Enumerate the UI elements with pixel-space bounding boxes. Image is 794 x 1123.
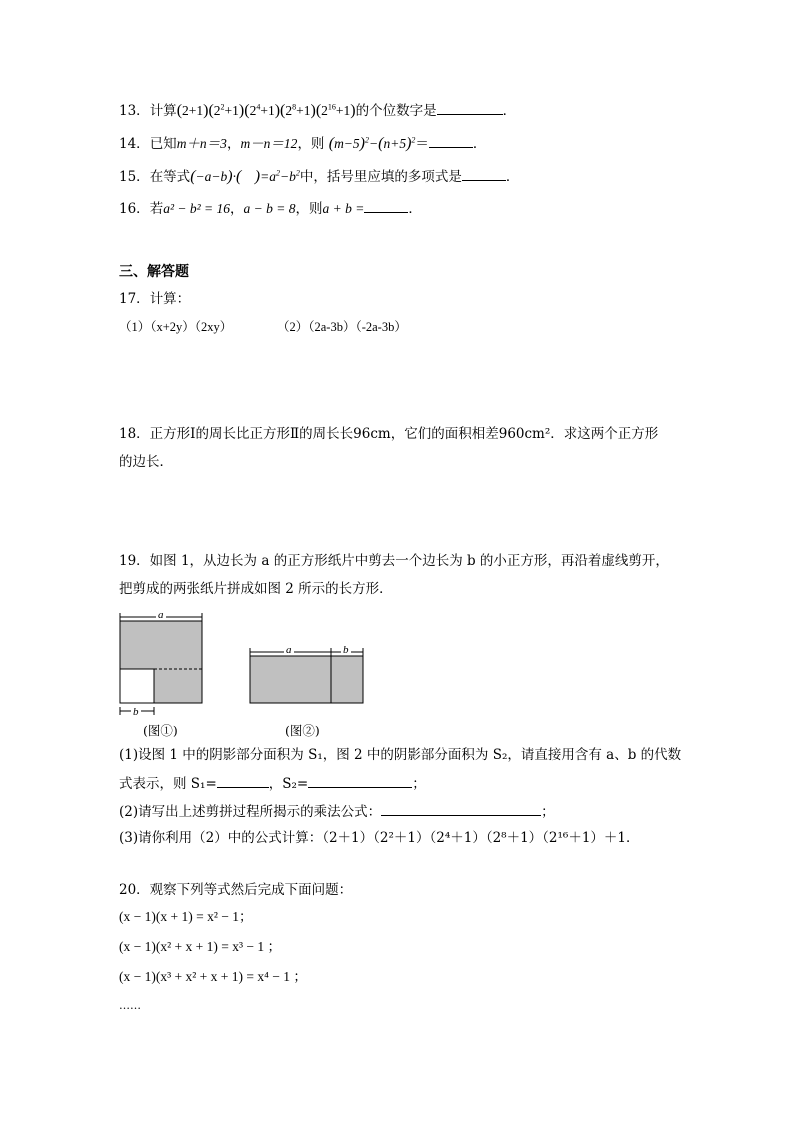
condition: m－n＝12 — [240, 136, 298, 151]
question-number: 13． — [119, 103, 150, 119]
q19-part-2 — [119, 802, 555, 821]
ellipsis: …… — [119, 999, 141, 1012]
question-18-line-1: 18．正方形Ⅰ的周长比正方形Ⅱ的周长长96cm，它们的面积相差960cm²．求这两个正方形 — [119, 426, 659, 442]
question-number: 14． — [119, 136, 150, 152]
text: 式表示，则 S₁= — [119, 776, 217, 792]
answer-blank-s2[interactable] — [308, 774, 412, 788]
question-text: 在等式 — [149, 169, 191, 185]
text: ，S₂= — [268, 776, 309, 792]
math-expression: a + b = — [322, 201, 365, 216]
question-17 — [119, 290, 190, 308]
shaded-rectangle — [250, 656, 363, 703]
text: ； — [541, 804, 555, 820]
question-number: 17． — [119, 291, 150, 307]
q19-part-3: (3)请你利用（2）中的公式计算：（2＋1）（2²＋1）（2⁴＋1）（2⁸＋1）（2¹⁶＋1）＋1． — [119, 830, 640, 846]
question-13: 13．计算$(2+1)(2^2+1)(2^4+1)(2^8+1)(2^{16}+1)$的个位数字是 ． — [119, 102, 517, 119]
answer-blank[interactable] — [437, 101, 503, 115]
equation-2: (x − 1)(x² + x + 1) = x³ − 1 ； — [119, 939, 282, 954]
answer-blank[interactable] — [364, 199, 408, 213]
figures — [0, 604, 794, 734]
section-title: 三、解答题 — [119, 264, 189, 280]
question-text: 计算： — [149, 291, 191, 307]
figure-2-caption: (图②) — [285, 723, 320, 738]
question-text: ，则 — [297, 136, 325, 152]
answer-blank[interactable] — [462, 167, 506, 181]
math-expression: (−a−b)·( )$=a^2-b^2$ — [190, 168, 300, 185]
q17-part-1: （1）（x+2y）（2xy） — [119, 320, 233, 334]
equation-1: (x − 1)(x + 1) = x² − 1； — [119, 909, 253, 924]
answer-blank-s1[interactable] — [217, 774, 269, 788]
equation-3: (x − 1)(x³ + x² + x + 1) = x⁴ − 1 ； — [119, 969, 307, 984]
question-text: 已知 — [149, 136, 177, 152]
question-19-line-2: 把剪成的两张纸片拼成如图 2 所示的长方形． — [119, 581, 393, 597]
figure-1 — [120, 609, 202, 718]
figure-2 — [250, 644, 363, 703]
question-18-line-2: 的边长． — [119, 454, 173, 470]
question-16: 16．若a² − b² = 16，a − b = 8，则a + b = ． — [119, 201, 422, 217]
question-text: 中，括号里应填的多项式是 — [299, 169, 462, 185]
label-a: a — [286, 644, 292, 656]
condition: a² − b² = 16 — [163, 201, 231, 216]
question-19-line-1: 19．如图 1，从边长为 a 的正方形纸片中剪去一个边长为 b 的小正方形，再沿着虚线剪开， — [119, 553, 669, 569]
answer-blank[interactable] — [429, 134, 473, 148]
question-14: 14．已知m＋n＝3，m－n＝12，则 $(m-5)^2-(n+5)^2=$ ． — [119, 135, 487, 152]
math-expression: $(m-5)^2-(n+5)^2$ — [328, 135, 416, 152]
cut-square — [120, 669, 154, 703]
question-number: 16． — [119, 201, 150, 217]
question-20-title: 20．观察下列等式然后完成下面问题： — [119, 882, 353, 898]
question-text: ＝ — [415, 136, 429, 152]
question-text: ，则 — [295, 201, 323, 217]
question-text: 计算 — [149, 103, 177, 119]
q17-part-2: （2）（2a-3b）（-2a-3b） — [277, 320, 407, 334]
question-15: 15．在等式(−a−b)·( )$=a^2-b^2$中，括号里应填的多项式是 ． — [119, 168, 520, 185]
question-text: 若 — [149, 201, 164, 217]
figure-1-caption: (图①) — [143, 723, 178, 738]
q19-part-1-line-1: (1)设图 1 中的阴影部分面积为 S₁，图 2 中的阴影部分面积为 S₂，请直接用含有 a、b 的代数 — [119, 747, 682, 763]
label-b: b — [133, 706, 139, 718]
q19-part-1-line-2 — [119, 774, 426, 793]
text: ； — [412, 776, 426, 792]
label-b: b — [343, 644, 349, 656]
question-text: 的个位数字是 — [355, 103, 437, 119]
question-number: 15． — [119, 169, 150, 185]
text: (2)请写出上述剪拼过程所揭示的乘法公式： — [119, 804, 382, 820]
condition: m＋n＝3 — [176, 136, 227, 151]
math-expression: $(2+1)(2^2+1)(2^4+1)(2^8+1)(2^{16}+1)$ — [176, 102, 356, 119]
label-a: a — [158, 609, 164, 621]
answer-blank-formula[interactable] — [381, 802, 541, 816]
condition: a − b = 8 — [243, 201, 296, 216]
